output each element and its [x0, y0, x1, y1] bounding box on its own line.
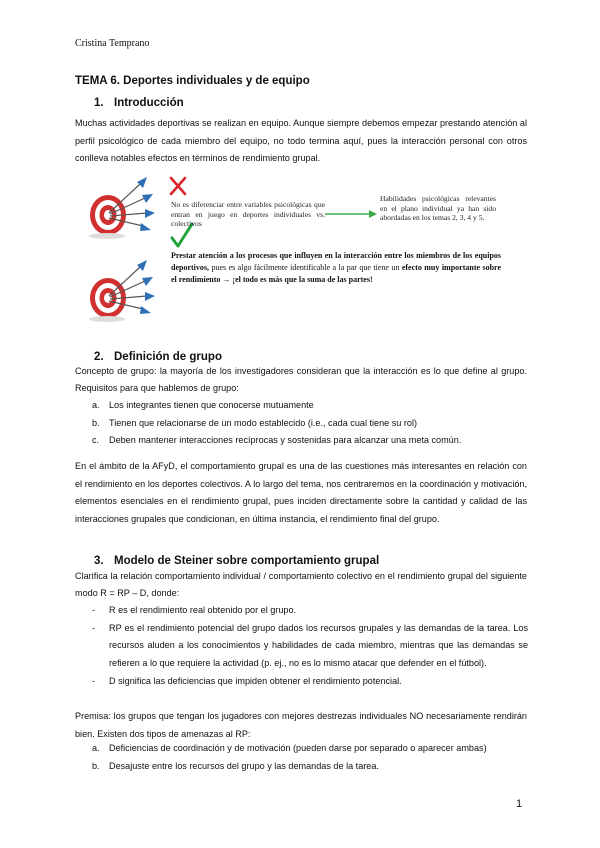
list-item — [92, 673, 528, 691]
section-number: 2. — [94, 351, 104, 363]
list-text: Los integrantes tienen que conocerse mutuamente — [109, 400, 314, 410]
premise-paragraph: Premisa: los grupos que tengan los jugadores con mejores destrezas individuales NO necesariamente rendirán bien. Existen dos tipos de amenazas al RP: — [75, 711, 527, 739]
list-item — [92, 740, 532, 758]
section-2-heading — [94, 351, 222, 363]
cross-icon — [171, 178, 185, 194]
list-item — [92, 602, 528, 620]
intro-figure — [85, 168, 515, 340]
section-1-paragraph: Muchas actividades deportivas se realizan en equipo. Aunque siempre debemos empezar prestando atención al perfil psicológico de cada miembro del equipo, no todo termina aquí, pues la interacción personal con otros conlleva notables efectos en términos de rendimiento grupal. — [75, 118, 527, 164]
page-number: 1 — [516, 798, 523, 810]
list-text: RP es el rendimiento potencial del grupo dados los recursos grupales y las demandas de la tarea. Los recursos aluden a los conocimientos y habilidades de cada miembro, mientras que las demandas se refieren a lo que requiere la actividad (p. ej., no es lo mismo atacar que defender en el fútbol). — [109, 622, 528, 669]
threats-list — [92, 740, 532, 775]
arrow-icon — [325, 210, 377, 218]
figure-arrow-glyph: → — [222, 275, 231, 284]
list-marker: b. — [92, 417, 100, 428]
list-marker: a. — [92, 743, 100, 753]
author-header: Cristina Temprano — [75, 38, 150, 49]
figure-right-text-c: efecto muy importante sobre el rendimiento — [171, 263, 502, 284]
list-marker: - — [92, 605, 96, 615]
figure-right-text-d: ¡el todo es más que la suma de las partes! — [232, 275, 373, 284]
list-marker: b. — [92, 760, 100, 771]
steiner-terms-list — [92, 602, 528, 691]
list-marker: a. — [92, 400, 100, 410]
list-item — [92, 758, 532, 776]
list-text: Deficiencias de coordinación y de motivación (pueden darse por separado o aparecer ambas) — [109, 743, 487, 753]
section-title: Modelo de Steiner sobre comportamiento grupal — [114, 555, 380, 567]
section-3-heading — [94, 555, 379, 567]
list-text: R es el rendimiento real obtenido por el grupo. — [109, 605, 297, 615]
section-title: Definición de grupo — [114, 351, 222, 363]
list-marker: - — [92, 675, 96, 686]
list-item — [92, 432, 532, 450]
section-2-intro: Concepto de grupo: la mayoría de los investigadores consideran que la interacción es lo que define al grupo. Requisitos para que hablemos de grupo: — [75, 366, 527, 394]
figure-right-text — [171, 250, 501, 286]
figure-right-text-a: Prestar atención a los procesos que influyen en la interacción entre los miembros de los equipos deportivos, — [171, 251, 501, 272]
section-number: 1. — [94, 97, 104, 109]
list-marker: - — [92, 622, 96, 633]
list-text: Desajuste entre los recursos del grupo y las demandas de la tarea. — [109, 760, 379, 771]
section-1-heading — [94, 97, 184, 109]
figure-side-note: Habilidades psicológicas relevantes en el plano individual ya han sido abordadas en los temas 2, 3, 4 y 5. — [380, 194, 496, 223]
list-item — [92, 415, 532, 433]
figure-right-text-b: pues es algo fácilmente identificable a la par que tiene un — [211, 263, 400, 272]
list-text: Deben mantener interacciones recíprocas y sostenidas para alcanzar una meta común. — [109, 435, 462, 446]
list-marker: c. — [92, 435, 100, 446]
figure-wrong-text: No es diferenciar entre variables psicológicas que entran en juego en deportes individuales vs. colectivos — [171, 200, 325, 229]
section-number: 3. — [94, 555, 104, 567]
document-title: TEMA 6. Deportes individuales y de equipo — [75, 75, 310, 87]
section-2-paragraph: En el ámbito de la AFyD, el comportamiento grupal es una de las cuestiones más interesantes en relación con el rendimiento en los deportes colectivos. A lo largo del tema, nos centraremos en la coordinación y motivación, elementos esenciales en el rendimiento grupal, pues inciden directamente sobre la cantidad y calidad de las interacciones grupales que condicionan, en última instancia, el rendimiento final del grupo. — [75, 461, 527, 525]
list-item — [92, 397, 532, 415]
section-3-intro: Clarifica la relación comportamiento individual / comportamiento colectivo en el rendimiento grupal del siguiente modo R = RP – D, donde: — [75, 571, 527, 599]
requirements-list — [92, 397, 532, 450]
list-text: Tienen que relacionarse de un modo establecido (i.e., cada cual tiene su rol) — [109, 417, 418, 428]
list-text: D significa las deficiencias que impiden obtener el rendimiento potencial. — [109, 675, 402, 686]
list-item — [92, 620, 528, 673]
section-title: Introducción — [114, 97, 184, 109]
